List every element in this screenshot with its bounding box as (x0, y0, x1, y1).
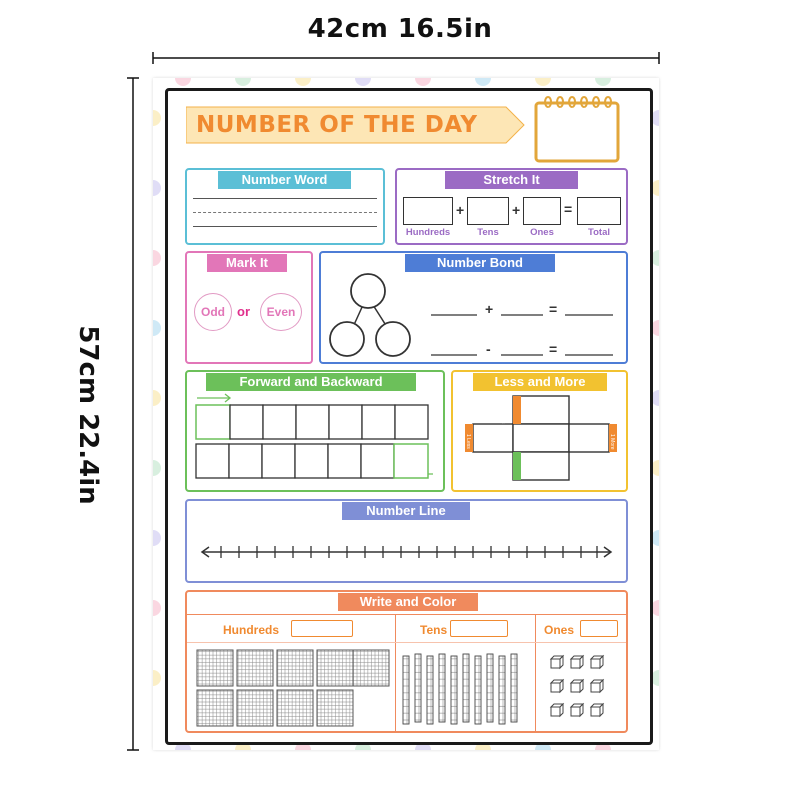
number-word-section (185, 168, 385, 245)
number-bond-equation-lines (429, 293, 619, 358)
tens-box[interactable] (467, 197, 509, 225)
plus-operator: + (485, 301, 494, 317)
number-bond-diagram (327, 271, 423, 363)
ones-label: Ones (530, 227, 554, 238)
poster-frame (165, 88, 653, 745)
mark-it-label: Mark It (207, 254, 287, 272)
write-and-color-label: Write and Color (338, 593, 478, 611)
tens-heading: Tens (420, 623, 448, 637)
tens-label: Tens (477, 227, 499, 238)
equals-operator: = (549, 301, 558, 317)
number-line-label: Number Line (342, 502, 470, 520)
calendar-icon (534, 95, 622, 163)
hundreds-blocks (195, 648, 391, 728)
writing-line (193, 226, 377, 227)
number-bond-label: Number Bond (405, 254, 555, 272)
total-box[interactable] (577, 197, 621, 225)
minus-operator: - (486, 341, 491, 357)
ones-cubes (549, 654, 619, 724)
odd-option: Odd (201, 305, 225, 319)
total-label: Total (588, 227, 610, 238)
less-and-more-cross (459, 394, 624, 490)
writing-line (193, 198, 377, 199)
write-and-color-section (185, 590, 628, 733)
ten-less-label: 10 Less (500, 406, 506, 424)
one-less-label: 1 Less (465, 434, 471, 449)
plus-operator: + (456, 202, 465, 218)
divider (187, 642, 626, 643)
ones-answer-box[interactable] (580, 620, 618, 637)
stretch-it-label: Stretch It (445, 171, 578, 189)
divider (535, 614, 536, 731)
number-line-section (185, 499, 628, 583)
plus-operator: + (512, 202, 521, 218)
number-word-label: Number Word (218, 171, 351, 189)
number-line (199, 537, 614, 567)
ten-more-label: 10 More (500, 462, 506, 481)
ones-box[interactable] (523, 197, 561, 225)
ones-heading: Ones (544, 623, 575, 637)
mark-it-section (185, 251, 313, 364)
one-more-label: 1 More (609, 434, 615, 450)
number-bond-section (319, 251, 628, 364)
equals-operator: = (549, 341, 558, 357)
divider (395, 614, 396, 731)
hundreds-box[interactable] (403, 197, 453, 225)
hundreds-heading: Hundreds (223, 623, 280, 637)
poster (153, 78, 659, 750)
writing-line-dashed (193, 212, 377, 213)
forward-backward-grid (195, 390, 443, 490)
height-dimension-label: 57cm 22.4in (73, 325, 103, 505)
tens-answer-box[interactable] (450, 620, 508, 637)
tens-rods (401, 652, 529, 728)
stretch-it-section (395, 168, 628, 245)
even-option: Even (266, 305, 296, 319)
hundreds-answer-box[interactable] (291, 620, 353, 637)
or-text: or (237, 304, 250, 319)
forward-and-backward-section (185, 370, 445, 492)
divider (187, 614, 626, 615)
page-title: NUMBER OF THE DAY (196, 112, 478, 138)
less-and-more-label: Less and More (473, 373, 607, 391)
width-dimension-label: 42cm 16.5in (307, 14, 493, 44)
hundreds-label: Hundreds (405, 227, 451, 238)
equals-operator: = (564, 201, 573, 217)
forward-and-backward-label: Forward and Backward (206, 373, 416, 391)
less-and-more-section (451, 370, 628, 492)
